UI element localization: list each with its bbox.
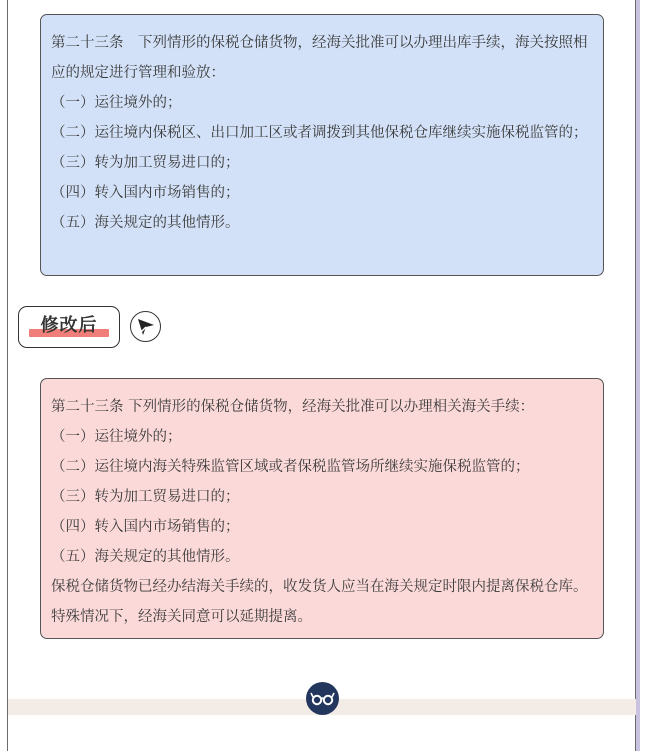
glasses-icon — [306, 682, 339, 715]
article-item: （五）海关规定的其他情形。 — [51, 215, 240, 231]
article-item: （五）海关规定的其他情形。 — [51, 549, 240, 565]
article-item: （一）运往境外的； — [51, 429, 182, 445]
article-item: （四）转入国内市场销售的； — [51, 185, 240, 201]
article-item: （一）运往境外的； — [51, 95, 182, 111]
right-edge-shadow — [636, 0, 640, 751]
original-article-box — [40, 14, 604, 276]
article-paragraph: 保税仓储货物已经办结海关手续的，收发货人应当在海关规定时限内提离保税仓库。特殊情况下，经海关同意可以延期提离。 — [51, 579, 588, 625]
article-item: （四）转入国内市场销售的； — [51, 519, 240, 535]
article-paragraph: 第二十三条 下列情形的保税仓储货物，经海关批准可以办理出库手续，海关按照相应的规定进行管理和验放： — [51, 35, 588, 81]
article-item: （二）运往境内海关特殊监管区域或者保税监管场所继续实施保税监管的； — [51, 459, 530, 475]
article-paragraph: 第二十三条 下列情形的保税仓储货物，经海关批准可以办理相关海关手续： — [51, 399, 535, 415]
article-item: （二）运往境内保税区、出口加工区或者调拨到其他保税仓库继续实施保税监管的； — [51, 125, 588, 141]
article-item: （三）转为加工贸易进口的； — [51, 489, 240, 505]
after-revision-label — [18, 306, 120, 348]
article-item: （三）转为加工贸易进口的； — [51, 155, 240, 171]
after-revision-label-text: 修改后 — [40, 315, 98, 336]
arrow-right-icon[interactable] — [130, 311, 161, 342]
revised-article-box — [40, 378, 604, 639]
